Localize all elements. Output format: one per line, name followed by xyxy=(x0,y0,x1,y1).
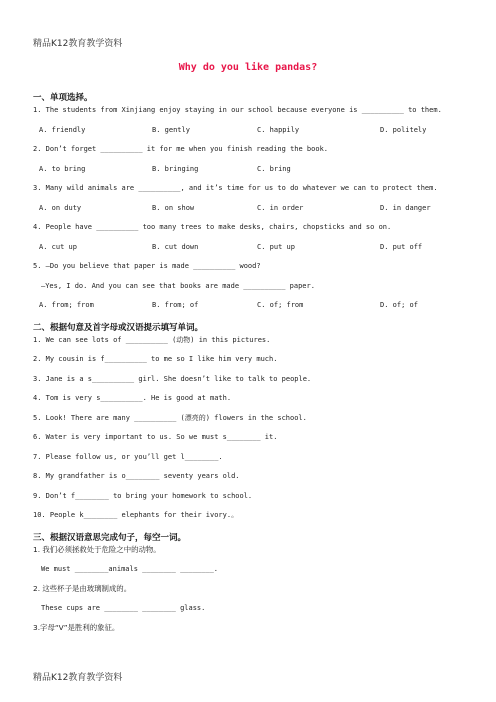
option: C. of; from xyxy=(257,301,304,309)
question-stem: 4. People have __________ too many trees to make desks, chairs, chopsticks and so on. xyxy=(33,223,392,231)
fill-item: 10. People k________ elephants for their ivory.。 xyxy=(33,511,239,519)
option-row xyxy=(33,164,473,184)
question-stem: 2. Don’t forget __________ it for me when you finish reading the book. xyxy=(33,145,329,153)
translation-prompt: 1. 我们必须拯救处于危险之中的动物。 xyxy=(33,544,161,554)
worksheet-body xyxy=(33,90,473,633)
translation-answer: These cups are ________ ________ glass. xyxy=(41,604,206,612)
fill-item: 6. Water is very important to us. So we must s________ it. xyxy=(33,433,278,441)
translation-prompt: 2. 这些杯子是由玻璃制成的。 xyxy=(33,583,132,593)
option-row xyxy=(33,300,473,320)
fill-item: 2. My cousin is f__________ to me so I like him very much. xyxy=(33,355,278,363)
option-row xyxy=(33,242,473,262)
page-header: 精品K12教育教学资料 xyxy=(33,39,123,49)
option: A. cut up xyxy=(39,242,77,251)
option: C. in order xyxy=(257,203,304,212)
page-footer: 精品K12教育教学资料 xyxy=(33,673,123,683)
question-stem: 1. The students from Xinjiang enjoy staying in our school because everyone is __________ to them. xyxy=(33,106,442,114)
option: D. of; of xyxy=(380,301,418,309)
section-heading: 一、单项选择。 xyxy=(33,93,93,103)
fill-item: 3. Jane is a s__________ girl. She doesn’t like to talk to people. xyxy=(33,374,312,383)
option: B. on show xyxy=(152,203,195,212)
option: B. from; of xyxy=(152,301,199,309)
option: B. cut down xyxy=(152,242,199,251)
fill-item: 7. Please follow us, or you’ll get l________. xyxy=(33,452,223,461)
option: D. put off xyxy=(380,242,423,251)
fill-item: 8. My grandfather is o________ seventy years old. xyxy=(33,472,240,480)
option: D. politely xyxy=(380,125,427,134)
fill-item: 1. We can see lots of __________ (动物) in this pictures. xyxy=(33,335,271,344)
question-stem: 5. —Do you believe that paper is made __________ wood? xyxy=(33,262,261,270)
question-stem: 3. Many wild animals are __________, and it’s time for us to do whatever we can to protect them. xyxy=(33,184,438,192)
fill-item: 9. Don’t f________ to bring your homework to school. xyxy=(33,491,253,500)
option: A. to bring xyxy=(39,164,86,173)
fill-item: 5. Look! There are many __________ (漂亮的) flowers in the school. xyxy=(33,413,307,422)
option: B. gently xyxy=(152,125,190,134)
option-row xyxy=(33,203,473,223)
translation-answer: We must ________animals ________ ________. xyxy=(41,565,219,573)
option: C. happily xyxy=(257,125,300,134)
section-heading: 三、根据汉语意思完成句子，每空一词。 xyxy=(33,532,187,543)
option: A. friendly xyxy=(39,125,86,134)
option: D. in danger xyxy=(380,203,431,212)
option: A. on duty xyxy=(39,203,82,212)
page-title: Why do you like pandas? xyxy=(178,62,318,73)
option: C. put up xyxy=(257,242,295,251)
question-stem-reply: —Yes, I do. And you can see that books are made __________ paper. xyxy=(41,281,315,290)
fill-item: 4. Tom is very s__________. He is good at math. xyxy=(33,394,232,402)
option-row xyxy=(33,125,473,145)
option: C. bring xyxy=(257,164,291,173)
section-heading: 二、根据句意及首字母或汉语提示填写单词。 xyxy=(33,322,204,333)
option: A. from; from xyxy=(39,301,94,309)
option: B. bringing xyxy=(152,164,199,173)
translation-prompt: 3.字母“V”是胜利的象征。 xyxy=(33,622,120,632)
